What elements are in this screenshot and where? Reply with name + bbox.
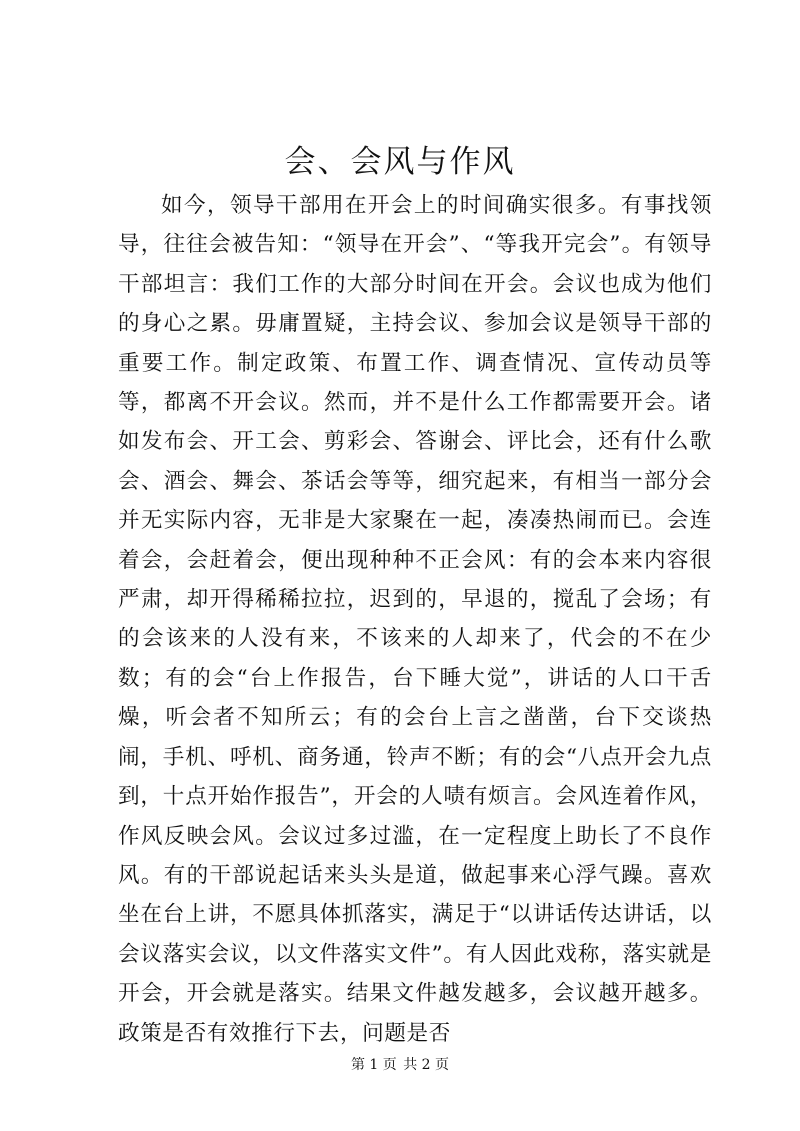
page-footer xyxy=(0,1055,800,1075)
page-total: 共 2 页 xyxy=(403,1057,450,1073)
page-number: 第 1 页 xyxy=(350,1057,397,1073)
document-title: 会、会风与作风 xyxy=(284,144,516,180)
body-paragraph: 如今，领导干部用在开会上的时间确实很多。有事找领导，往往会被告知：“领导在开会”、“等我开完会”。有领导干部坦言：我们工作的大部分时间在开会。会议也成为他们的身心之累。毋庸置疑，主持会议、参加会议是领导干部的重要工作。制定政策、布置工作、调查情况、宣传动员等等，都离不开会议。然而，并不是什么工作都需要开会。诸如发布会、开工会、剪彩会、答谢会、评比会，还有什么歌会、酒会、舞会、茶话会等等，细究起来，有相当一部分会并无实际内容，无非是大家聚在一起，凑凑热闹而已。会连着会，会赶着会，便出现种种不正会风：有的会本来内容很严肃，却开得稀稀拉拉，迟到的，早退的，搅乱了会场；有的会该来的人没有来，不该来的人却来了，代会的不在少数；有的会“台上作报告，台下睡大觉”，讲话的人口干舌燥，听会者不知所云；有的会台上言之凿凿，台下交谈热闹，手机、呼机、商务通，铃声不断；有的会“八点开会九点到，十点开始作报告”，开会的人啧有烦言。会风连着作风，作风反映会风。会议过多过滥，在一定程度上助长了不良作风。有的干部说起话来头头是道，做起事来心浮气躁。喜欢坐在台上讲，不愿具体抓落实，满足于“以讲话传达讲话，以会议落实会议，以文件落实文件”。有人因此戏称，落实就是开会，开会就是落实。结果文件越发越多，会议越开越多。政策是否有效推行下去，问题是否 xyxy=(118,193,712,1046)
